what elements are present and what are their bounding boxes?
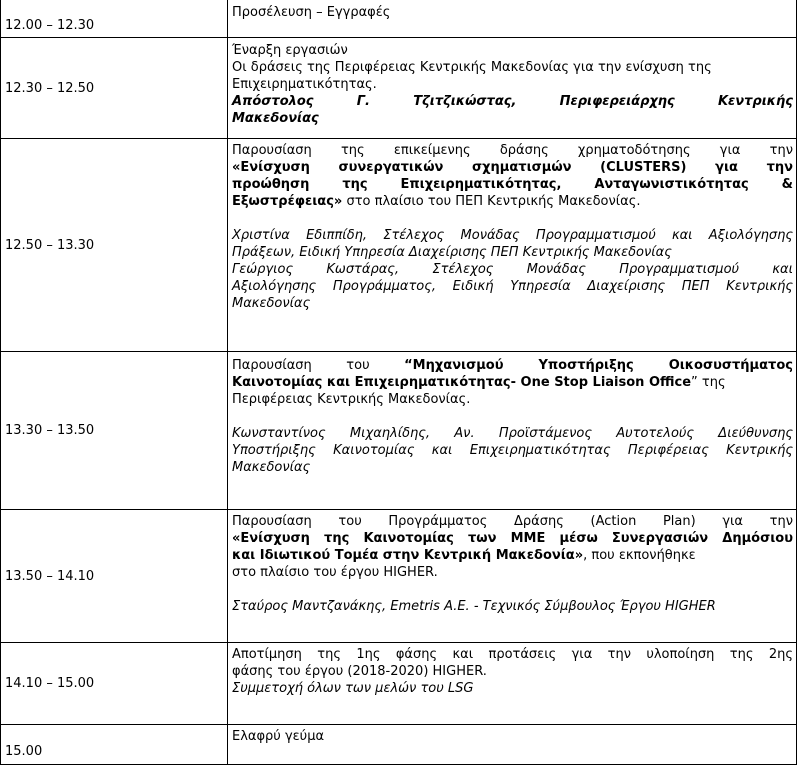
time-cell [1, 38, 228, 139]
time-label: 13.50 – 14.10 [5, 568, 95, 584]
session-text: Αποτίμηση της 1ης φάσης και προτάσεις για την υλοποίηση της 2ης [232, 647, 793, 662]
table-row [1, 643, 797, 725]
speaker-text: Σταύρος Μαντζανάκης, Emetris A.E. - Τεχνικός Σύμβουλος Έργου HIGHER [232, 599, 716, 614]
session-text [232, 547, 793, 564]
spacer [232, 408, 793, 425]
session-text: φάσης του έργου (2018-2020) HIGHER. [232, 664, 487, 679]
session-text: Παρουσίαση του Προγράμματος Δράσης (Action Plan) για την [232, 514, 793, 529]
session-title: και Ιδιωτικού Τομέα στην Κεντρική Μακεδονία» [232, 548, 584, 563]
session-text: Επιχειρηματικότητας. [232, 77, 377, 92]
content-cell [228, 510, 797, 643]
session-title: προώθηση της Επιχειρηματικότητας, Ανταγωνιστικότητας & [232, 177, 793, 192]
speaker-text: Μακεδονίας [232, 460, 311, 475]
content-cell [228, 139, 797, 352]
speaker-text: Χριστίνα Εδιππίδη, Στέλεχος Μονάδας Προγραμματισμού και Αξιολόγησης [232, 228, 793, 243]
speaker-text: Γεώργιος Κωστάρας, Στέλεχος Μονάδας Προγραμματισμού και [232, 262, 793, 277]
session-text-tail: , που εκπονήθηκε [583, 548, 696, 563]
spacer [232, 581, 793, 598]
session-title: Καινοτομίας και Επιχειρηματικότητας- One Stop Liaison Office [232, 375, 692, 390]
session-text: Παρουσίαση της επικείμενης δράσης χρηματοδότησης για την [232, 143, 793, 158]
session-text: στο πλαίσιο του έργου HIGHER. [232, 565, 438, 580]
time-cell [1, 643, 228, 725]
speaker-text: Κωνσταντίνος Μιχαηλίδης, Αν. Προϊστάμενος Αυτοτελούς Διεύθυνσης [232, 426, 793, 441]
session-text: Περιφέρειας Κεντρικής Μακεδονίας. [232, 392, 471, 407]
time-cell [1, 725, 228, 765]
session-text [232, 193, 793, 210]
speaker-name: Απόστολος Γ. Τζιτζικώστας, Περιφερειάρχης Κεντρικής [232, 94, 793, 109]
session-text [232, 357, 793, 374]
time-label: 12.50 – 13.30 [5, 237, 95, 253]
table-row [1, 38, 797, 139]
session-note: Συμμετοχή όλων των μελών του LSG [232, 681, 474, 696]
session-text-intro: Παρουσίαση του [232, 358, 405, 373]
session-text [232, 374, 793, 391]
content-cell [228, 0, 797, 38]
session-text-tail: στο πλαίσιο του ΠΕΠ Κεντρικής Μακεδονίας. [342, 194, 641, 209]
time-cell [1, 352, 228, 510]
time-cell [1, 510, 228, 643]
session-text: Ελαφρύ γεύμα [232, 729, 325, 744]
table-row [1, 139, 797, 352]
content-cell [228, 38, 797, 139]
time-label: 15.00 [5, 744, 43, 759]
speaker-text: Αξιολόγησης Προγράμματος, Ειδική Υπηρεσία Διαχείρισης ΠΕΠ Κεντρικής [232, 279, 793, 294]
session-text: Έναρξη εργασιών [232, 43, 348, 58]
time-label: 12.00 – 12.30 [5, 18, 95, 33]
session-title: «Ενίσχυση της Καινοτομίας των ΜΜΕ μέσω Συνεργασιών Δημόσιου [232, 531, 793, 546]
table-row [1, 0, 797, 38]
session-text: Προσέλευση – Εγγραφές [232, 5, 391, 20]
content-cell [228, 352, 797, 510]
time-cell [1, 139, 228, 352]
time-label: 14.10 – 15.00 [5, 676, 95, 691]
time-label: 13.30 – 13.50 [5, 423, 95, 438]
speaker-text: Μακεδονίας [232, 296, 311, 311]
speaker-name: Μακεδονίας [232, 111, 319, 126]
session-text-tail: ” της [691, 375, 726, 390]
table-row [1, 725, 797, 765]
speaker-text: Υποστήριξης Καινοτομίας και Επιχειρηματικότητας Περιφέρειας Κεντρικής [232, 443, 793, 458]
session-title: “Μηχανισμού Υποστήριξης Οικοσυστήματος [404, 358, 793, 373]
session-text: Οι δράσεις της Περιφέρειας Κεντρικής Μακεδονίας για την ενίσχυση της [232, 60, 712, 75]
session-title: Εξωστρέφειας» [232, 194, 343, 209]
time-label: 12.30 – 12.50 [5, 80, 95, 96]
time-cell [1, 0, 228, 38]
table-row [1, 352, 797, 510]
table-row [1, 510, 797, 643]
spacer [232, 210, 793, 227]
speaker-text: Πράξεων, Ειδική Υπηρεσία Διαχείρισης ΠΕΠ Κεντρικής Μακεδονίας [232, 245, 672, 260]
content-cell [228, 725, 797, 765]
content-cell [228, 643, 797, 725]
session-title: «Ενίσχυση συνεργατικών σχηματισμών (CLUSTERS) για την [232, 160, 793, 175]
